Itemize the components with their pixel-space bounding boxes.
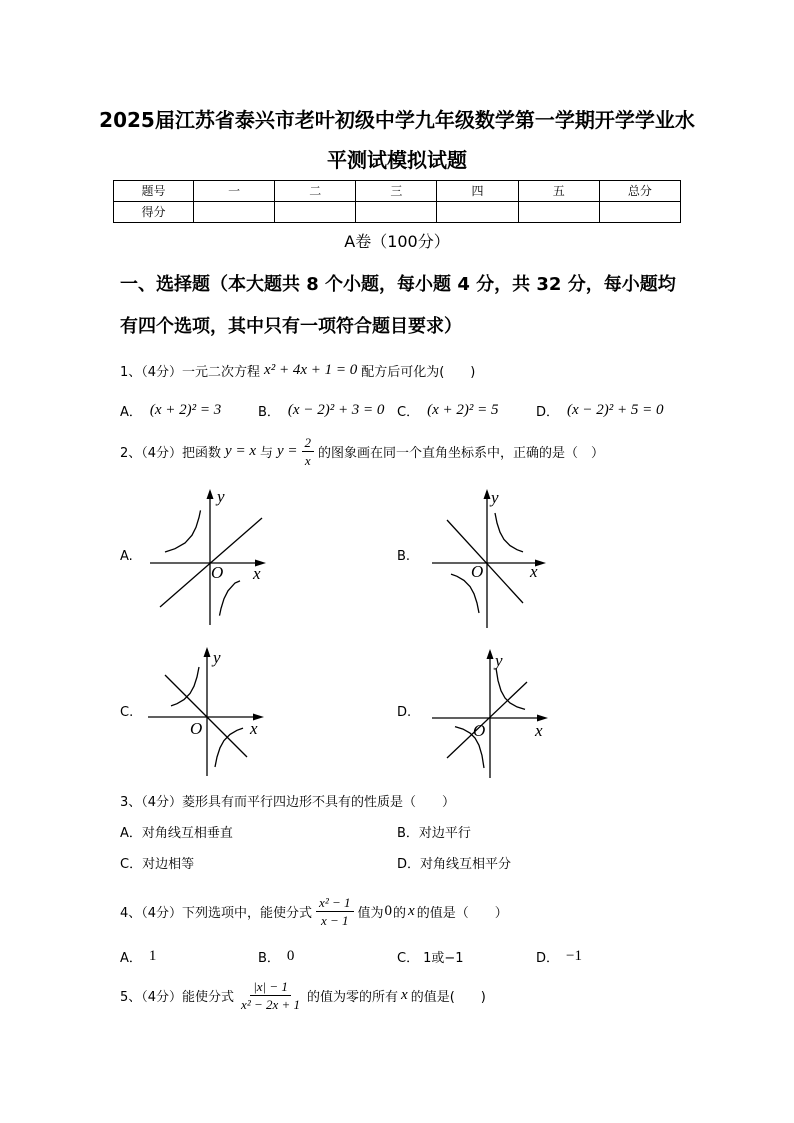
score-table — [113, 180, 681, 223]
option-value: 1 — [148, 947, 157, 964]
option-value: −1 — [566, 947, 582, 964]
option-label: A． — [120, 825, 142, 841]
header-cell-part-4: 四 — [437, 181, 518, 202]
hyperbola-branch-lower — [220, 581, 241, 616]
score-cell — [356, 202, 437, 223]
option-text: 对边平行 — [418, 825, 471, 841]
question-5-fraction — [238, 979, 303, 1012]
question-4-stem — [120, 892, 508, 930]
question-3-option-d — [397, 852, 511, 872]
x-axis-label: x — [535, 721, 543, 740]
option-label: C． — [397, 950, 420, 966]
graph-b-label: B. — [397, 549, 411, 564]
fraction-numerator: x² − 1 — [316, 895, 353, 912]
header-cell-part-1: 一 — [194, 181, 275, 202]
fraction-2-over-x — [302, 435, 315, 468]
option-label: D． — [536, 404, 560, 420]
origin-label: O — [211, 563, 224, 582]
option-label: C． — [397, 404, 420, 420]
question-3-option-b — [397, 821, 471, 841]
question-5-variable: x — [401, 986, 408, 1003]
graph-d — [427, 645, 552, 783]
question-5-stem — [120, 976, 486, 1014]
option-label: A． — [120, 404, 142, 420]
hyperbola-branch-upper — [171, 667, 199, 706]
option-label: D． — [536, 950, 560, 966]
question-4-prefix: 4、（4分）下列选项中，能使分式 — [120, 905, 313, 921]
y-axis-arrow — [487, 649, 494, 659]
fraction-denominator: x² − 2x + 1 — [241, 996, 301, 1012]
header-cell-part-3: 三 — [356, 181, 437, 202]
fraction-numerator: |x| − 1 — [250, 979, 291, 996]
question-1-equation: x² + 4x + 1 = 0 — [264, 361, 358, 378]
y-axis-arrow — [484, 489, 491, 499]
function-2-lhs: y = — [277, 442, 298, 459]
x-axis-label: x — [530, 562, 538, 581]
option-label: B． — [397, 825, 419, 841]
y-axis-label: y — [213, 648, 221, 667]
option-text: 对边相等 — [142, 856, 195, 872]
option-expression: (x + 2)² = 5 — [427, 401, 499, 418]
hyperbola-branch-upper — [495, 513, 523, 552]
question-3-option-c — [120, 852, 194, 872]
x-axis-label: x — [250, 719, 258, 738]
question-4-option-c — [397, 946, 464, 966]
graph-c-label: C. — [120, 705, 134, 720]
origin-label: O — [190, 719, 203, 738]
score-cell — [194, 202, 275, 223]
question-2-suffix: 的图象画在同一个直角坐标系中，正确的是（ ） — [318, 445, 605, 461]
header-cell-question-number: 题号 — [114, 181, 194, 202]
score-cell — [599, 202, 680, 223]
part-one-heading-line-1: 一、选择题（本大题共 8 个小题，每小题 4 分，共 32 分，每小题均 — [120, 274, 676, 295]
x-axis-label: x — [253, 564, 261, 583]
header-cell-part-5: 五 — [518, 181, 599, 202]
option-value: 0 — [286, 947, 295, 964]
option-label: A． — [120, 950, 142, 966]
question-5-text-1: 的值为零的所有 — [307, 989, 399, 1005]
option-value: 1或−1 — [423, 950, 464, 966]
question-3-stem: 3、（4分）菱形具有而平行四边形不具有的性质是（ ） — [120, 794, 456, 810]
option-text: 对角线互相垂直 — [141, 825, 233, 841]
question-1-option-a — [120, 400, 225, 420]
title-line-1: 2025届江苏省泰兴市老叶初级中学九年级数学第一学期开学学业水 — [99, 108, 695, 132]
question-1-option-b — [258, 400, 388, 420]
option-label: D． — [397, 856, 421, 872]
graph-a-label: A. — [120, 549, 133, 564]
question-4-option-d — [536, 946, 585, 966]
question-4-text-1: 值为 — [357, 905, 384, 921]
option-label: B． — [258, 404, 280, 420]
part-one-heading-line-2: 有四个选项，其中只有一项符合题目要求） — [120, 316, 462, 337]
origin-label: O — [471, 562, 484, 581]
section-heading: A卷（100分） — [344, 232, 450, 251]
question-4-option-a — [120, 946, 159, 966]
score-cell — [518, 202, 599, 223]
linear-function-line — [447, 520, 523, 603]
y-axis-arrow — [204, 647, 211, 657]
y-axis-label: y — [495, 651, 503, 670]
question-5-suffix: 的值是( ) — [410, 989, 486, 1005]
score-row-label: 得分 — [114, 202, 194, 223]
question-4-fraction — [316, 895, 353, 928]
score-cell — [437, 202, 518, 223]
question-2-prefix: 2、（4分）把函数 — [120, 445, 222, 461]
y-axis-arrow — [207, 489, 214, 499]
score-table-header-row — [114, 181, 681, 202]
option-label: C． — [120, 856, 143, 872]
option-text: 对角线互相平分 — [420, 856, 512, 872]
graph-d-label: D. — [397, 705, 412, 720]
option-label: B． — [258, 950, 280, 966]
score-table-score-row — [114, 202, 681, 223]
option-expression: (x − 2)² + 3 = 0 — [287, 401, 385, 418]
question-4-suffix: 的值是（ ） — [416, 905, 508, 921]
question-4-variable: x — [408, 902, 415, 919]
question-4-zero: 0 — [384, 902, 393, 919]
question-4-text-2: 的 — [393, 905, 407, 921]
score-cell — [275, 202, 356, 223]
header-cell-part-2: 二 — [275, 181, 356, 202]
title-line-2: 平测试模拟试题 — [327, 148, 467, 172]
origin-label: O — [473, 721, 486, 740]
graph-b — [425, 485, 550, 633]
question-5-prefix: 5、（4分）能使分式 — [120, 989, 235, 1005]
y-axis-label: y — [217, 487, 225, 506]
question-1-option-d — [536, 400, 668, 420]
question-1-stem — [120, 360, 475, 380]
hyperbola-branch-upper — [165, 510, 201, 552]
option-expression: (x + 2)² = 3 — [149, 401, 222, 418]
fraction-denominator: x − 1 — [321, 912, 349, 928]
linear-function-line — [165, 675, 247, 757]
question-1-suffix: 配方后可化为( ) — [361, 364, 476, 380]
question-2-connector: 与 — [259, 445, 273, 461]
question-1-prefix: 1、（4分）一元二次方程 — [120, 364, 261, 380]
fraction-numerator: 2 — [302, 435, 315, 452]
question-2-stem — [120, 434, 604, 468]
option-expression: (x − 2)² + 5 = 0 — [567, 401, 664, 418]
graph-c — [143, 643, 268, 781]
hyperbola-branch-lower — [215, 728, 243, 767]
header-cell-total: 总分 — [599, 181, 680, 202]
linear-function-line — [447, 682, 527, 758]
question-3-option-a — [120, 821, 233, 841]
graph-a — [145, 485, 270, 630]
function-y-equals-x: y = x — [225, 442, 256, 459]
question-4-option-b — [258, 946, 297, 966]
y-axis-label: y — [491, 488, 499, 507]
question-1-option-c — [397, 400, 502, 420]
fraction-denominator: x — [304, 452, 311, 468]
